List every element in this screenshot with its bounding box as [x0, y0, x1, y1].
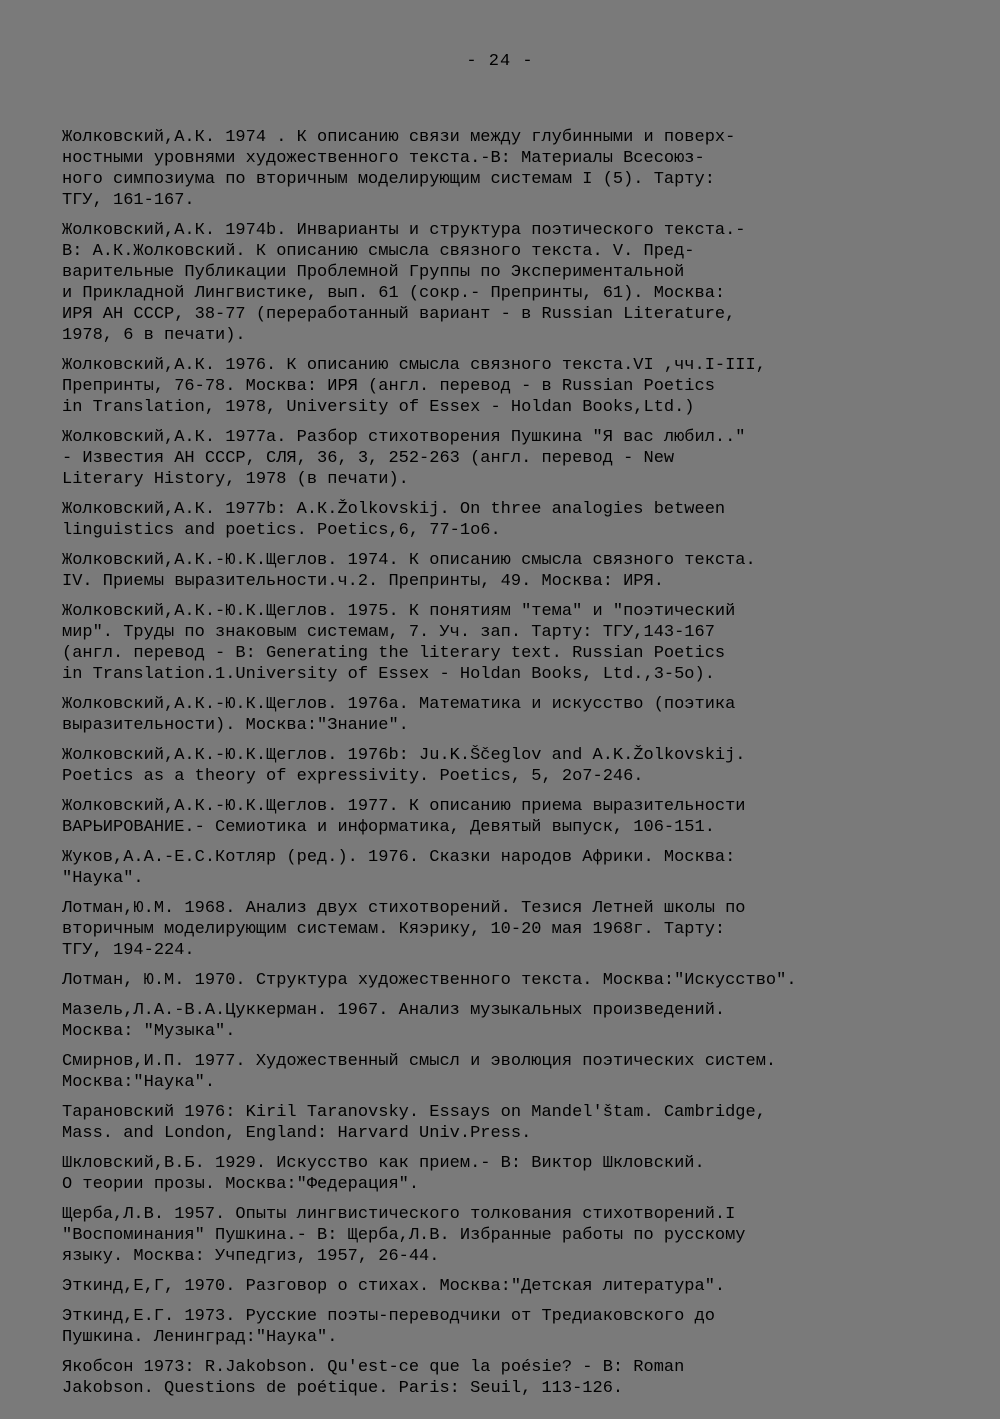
- entry-line: вторичным моделирующим системам. Кяэрику, 10-20 мая 1968г. Тарту:: [62, 920, 726, 939]
- bibliography-entry: [62, 601, 942, 685]
- bibliography-list: [62, 127, 942, 1408]
- entry-line: Жолковский,А.К. 1974b. Инварианты и структура поэтического текста.-: [62, 221, 746, 240]
- entry-line: Эткинд,Е.Г. 1973. Русские поэты-переводчики от Тредиаковского до: [62, 1307, 715, 1326]
- bibliography-entry: [62, 1357, 942, 1399]
- entry-line: Жолковский,А.К.-Ю.К.Щеглов. 1977. К описанию приема выразительности: [62, 797, 746, 816]
- entry-line: Жолковский,А.К.-Ю.К.Щеглов. 1974. К описанию смысла связного текста.: [62, 551, 756, 570]
- entry-line: Препринты, 76-78. Москва: ИРЯ (англ. перевод - в Russian Poetics: [62, 377, 715, 396]
- entry-line: Смирнов,И.П. 1977. Художественный смысл и эволюция поэтических систем.: [62, 1052, 777, 1071]
- entry-line: Жолковский,А.К.-Ю.К.Щеглов. 1976b: Ju.K.Ščeglov and A.K.Žolkovskij.: [62, 746, 746, 765]
- bibliography-entry: [62, 898, 942, 961]
- entry-line: Jakobson. Questions de poétique. Paris: Seuil, 113-126.: [62, 1379, 624, 1398]
- entry-line: Мазель,Л.А.-В.А.Цуккерман. 1967. Анализ музыкальных произведений.: [62, 1001, 726, 1020]
- bibliography-entry: [62, 355, 942, 418]
- entry-line: ного симпозиума по вторичным моделирующим системам I (5). Тарту:: [62, 170, 715, 189]
- entry-line: linguistics and poetics. Poetics,6, 77-1o6.: [62, 521, 501, 540]
- entry-line: Пушкина. Ленинград:"Наука".: [62, 1328, 338, 1347]
- entry-line: Эткинд,Е,Г, 1970. Разговор о стихах. Москва:"Детская литература".: [62, 1277, 726, 1296]
- entry-line: ИРЯ АН СССР, 38-77 (переработанный вариант - в Russian Literature,: [62, 305, 736, 324]
- entry-line: Жолковский,А.К. 1977b: А.К.Žolkovskij. On three analogies between: [62, 500, 726, 519]
- entry-line: языку. Москва: Учпедгиз, 1957, 26-44.: [62, 1247, 440, 1266]
- entry-line: выразительности). Москва:"Знание".: [62, 716, 409, 735]
- bibliography-entry: [62, 1000, 942, 1042]
- entry-line: О теории прозы. Москва:"Федерация".: [62, 1175, 420, 1194]
- entry-line: ностными уровнями художественного текста.-В: Материалы Всесоюз-: [62, 149, 705, 168]
- bibliography-entry: [62, 1102, 942, 1144]
- entry-line: Шкловский,В.Б. 1929. Искусство как прием.- В: Виктор Шкловский.: [62, 1154, 705, 1173]
- entry-line: варительные Публикации Проблемной Группы по Экспериментальной: [62, 263, 685, 282]
- entry-line: 1978, 6 в печати).: [62, 326, 246, 345]
- entry-line: Лотман,Ю.М. 1968. Анализ двух стихотворений. Тезися Летней школы по: [62, 899, 746, 918]
- entry-line: "Наука".: [62, 869, 144, 888]
- entry-line: В: А.К.Жолковский. К описанию смысла связного текста. V. Пред-: [62, 242, 695, 261]
- bibliography-entry: [62, 1051, 942, 1093]
- entry-line: Жолковский,А.К. 1974 . К описанию связи между глубинными и поверх-: [62, 128, 736, 147]
- page-number: - 24 -: [466, 52, 534, 71]
- bibliography-entry: [62, 427, 942, 490]
- entry-line: "Воспоминания" Пушкина.- В: Щерба,Л.В. Избранные работы по русскому: [62, 1226, 746, 1245]
- bibliography-entry: [62, 1204, 942, 1267]
- entry-line: Жолковский,А.К.-Ю.К.Щеглов. 1976a. Математика и искусство (поэтика: [62, 695, 736, 714]
- bibliography-entry: [62, 127, 942, 211]
- bibliography-entry: [62, 970, 942, 991]
- bibliography-entry: [62, 1153, 942, 1195]
- bibliography-entry: [62, 694, 942, 736]
- bibliography-entry: [62, 1306, 942, 1348]
- entry-line: Mass. and London, England: Harvard Univ.Press.: [62, 1124, 532, 1143]
- entry-line: in Translation, 1978, University of Essex - Holdan Books,Ltd.): [62, 398, 695, 417]
- entry-line: Тарановский 1976: Kiril Taranovsky. Essays on Mandel'štam. Cambridge,: [62, 1103, 766, 1122]
- entry-line: in Translation.1.University of Essex - Holdan Books, Ltd.,3-5o).: [62, 665, 715, 684]
- entry-line: Жуков,А.А.-Е.С.Котляр (ред.). 1976. Сказки народов Африки. Москва:: [62, 848, 736, 867]
- entry-line: Literary History, 1978 (в печати).: [62, 470, 409, 489]
- entry-line: Москва:"Наука".: [62, 1073, 216, 1092]
- entry-line: Москва: "Музыка".: [62, 1022, 236, 1041]
- entry-line: Щерба,Л.В. 1957. Опыты лингвистического толкования стихотворений.I: [62, 1205, 736, 1224]
- entry-line: Якобсон 1973: R.Jakobson. Qu'est-ce que la poésie? - В: Roman: [62, 1358, 685, 1377]
- entry-line: Жолковский,А.К. 1976. К описанию смысла связного текста.VI ,чч.I-III,: [62, 356, 766, 375]
- bibliography-entry: [62, 499, 942, 541]
- entry-line: ВАРЬИРОВАНИЕ.- Семиотика и информатика, Девятый выпуск, 106-151.: [62, 818, 715, 837]
- bibliography-entry: [62, 550, 942, 592]
- entry-line: и Прикладной Лингвистике, вып. 61 (сокр.- Препринты, 61). Москва:: [62, 284, 726, 303]
- entry-line: Жолковский,А.К. 1977a. Разбор стихотворения Пушкина "Я вас любил..": [62, 428, 746, 447]
- entry-line: - Известия АН СССР, СЛЯ, 36, 3, 252-263 (англ. перевод - New: [62, 449, 675, 468]
- bibliography-entry: [62, 220, 942, 346]
- entry-line: Лотман, Ю.М. 1970. Структура художественного текста. Москва:"Искусство".: [62, 971, 797, 990]
- entry-line: Poetics as a theory of expressivity. Poetics, 5, 2o7-246.: [62, 767, 644, 786]
- bibliography-entry: [62, 847, 942, 889]
- bibliography-entry: [62, 1276, 942, 1297]
- bibliography-entry: [62, 796, 942, 838]
- entry-line: мир". Труды по знаковым системам, 7. Уч. зап. Тарту: ТГУ,143-167: [62, 623, 715, 642]
- entry-line: IV. Приемы выразительности.ч.2. Препринты, 49. Москва: ИРЯ.: [62, 572, 664, 591]
- entry-line: ТГУ, 161-167.: [62, 191, 195, 210]
- entry-line: ТГУ, 194-224.: [62, 941, 195, 960]
- entry-line: (англ. перевод - В: Generating the literary text. Russian Poetics: [62, 644, 726, 663]
- bibliography-entry: [62, 745, 942, 787]
- entry-line: Жолковский,А.К.-Ю.К.Щеглов. 1975. К понятиям "тема" и "поэтический: [62, 602, 736, 621]
